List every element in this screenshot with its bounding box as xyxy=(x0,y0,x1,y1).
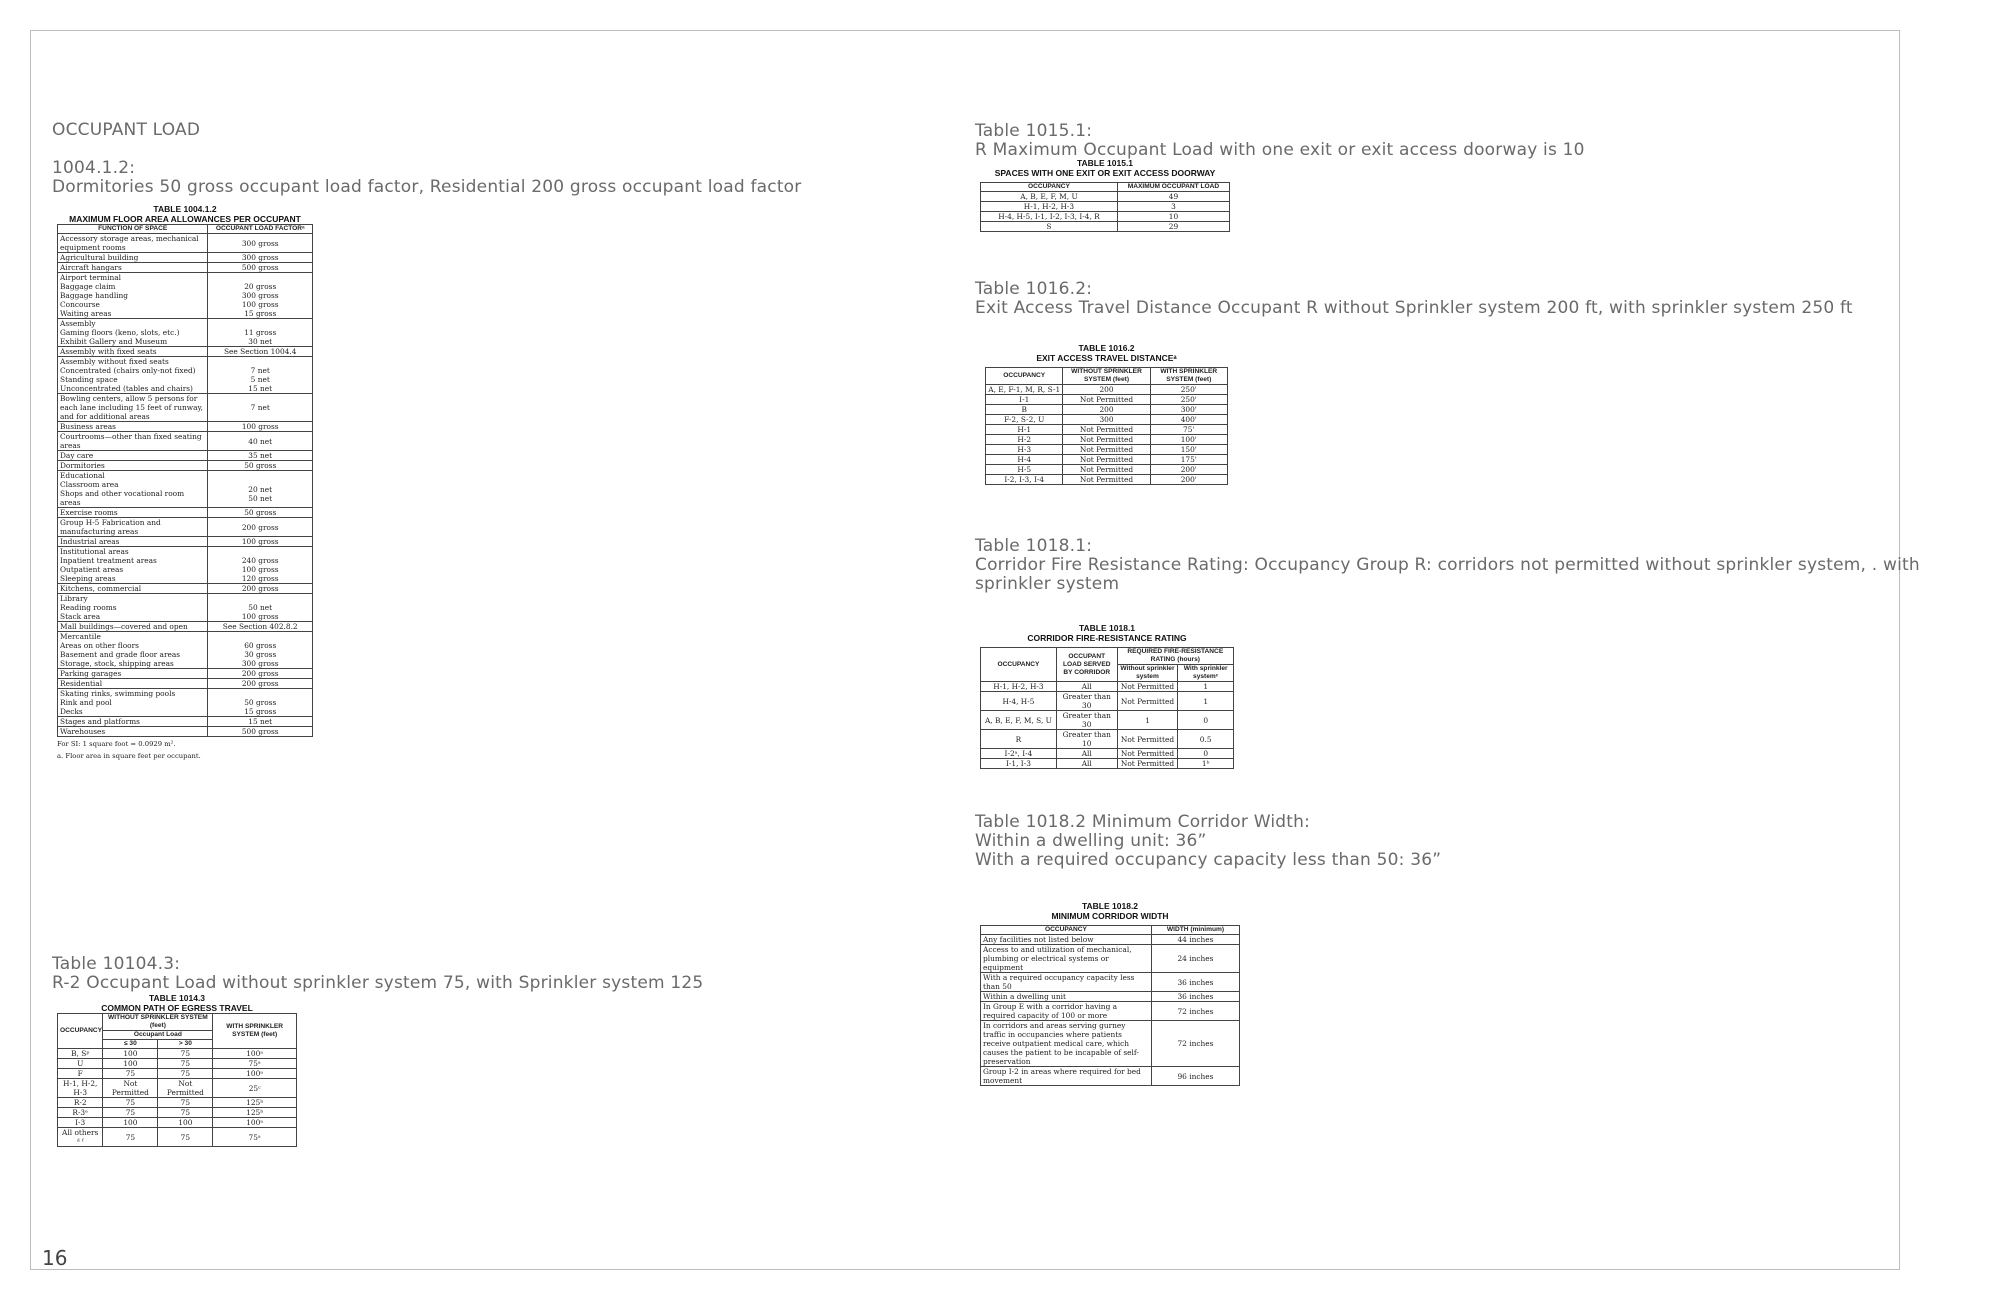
section-label: Table 1018.2 Minimum Corridor Width: xyxy=(975,812,1311,832)
table-cell: Not Permitted xyxy=(1063,455,1150,465)
table-cell: R-2 xyxy=(58,1098,103,1108)
table-cell: Not Permitted xyxy=(158,1079,213,1098)
column-header: WITH SPRINKLER SYSTEM (feet) xyxy=(1150,368,1227,385)
table-cell: In Group E with a corridor having a required capacity of 100 or more xyxy=(981,1002,1152,1021)
table-row xyxy=(58,394,313,422)
column-header: Occupant Load xyxy=(103,1031,213,1040)
table-cell: H-4 xyxy=(986,455,1063,465)
column-header: OCCUPANCY xyxy=(986,368,1063,385)
table-cell: Kitchens, commercial xyxy=(58,584,208,594)
table-cell: 200 gross xyxy=(208,679,313,689)
table-cell: 96 inches xyxy=(1151,1067,1239,1086)
table-row xyxy=(981,192,1230,202)
table-cell: 100 xyxy=(158,1118,213,1128)
table-row xyxy=(981,730,1234,749)
table-cell: Greater than 30 xyxy=(1056,711,1117,730)
table-cell: 50 gross xyxy=(208,508,313,518)
table-cell: 75 xyxy=(103,1128,158,1147)
table-cell: H-5 xyxy=(986,465,1063,475)
right-section-1018-2 xyxy=(975,813,1441,870)
table-cell: 7 net 5 net 15 net xyxy=(208,357,313,394)
table-cell: 72 inches xyxy=(1151,1002,1239,1021)
table-grid xyxy=(57,1013,297,1147)
section-text: sprinkler system xyxy=(975,574,1120,594)
table-title: TABLE 1014.3 xyxy=(148,993,206,1003)
table-1016-2 xyxy=(985,343,1228,485)
table-cell: Exercise rooms xyxy=(58,508,208,518)
table-cell: 50 gross xyxy=(208,461,313,471)
table-cell: 75 xyxy=(103,1108,158,1118)
table-row xyxy=(986,415,1228,425)
table-cell: 29 xyxy=(1117,222,1229,232)
table-cell: 50 gross 15 gross xyxy=(208,689,313,717)
table-cell: 15 net xyxy=(208,717,313,727)
section-text: Exit Access Travel Distance Occupant R without Sprinkler system 200 ft, with sprinkler system 250 ft xyxy=(975,298,1853,318)
table-cell: 3 xyxy=(1117,202,1229,212)
table-cell: 75' xyxy=(1150,425,1227,435)
table-cell: 0 xyxy=(1178,711,1234,730)
table-1004-1-2 xyxy=(57,204,313,761)
table-row xyxy=(58,319,313,347)
table-cell: 75ᵃ xyxy=(213,1059,297,1069)
table-cell: 100ᵃ xyxy=(213,1049,297,1059)
table-title: TABLE 1016.2 xyxy=(1078,343,1135,353)
left-section-1004 xyxy=(52,159,801,197)
table-cell: 20 net 50 net xyxy=(208,471,313,508)
table-cell: H-1 xyxy=(986,425,1063,435)
left-text-block xyxy=(52,121,200,140)
table-subtitle: COMMON PATH OF EGRESS TRAVEL xyxy=(101,1003,253,1013)
table-cell: R xyxy=(981,730,1057,749)
table-cell: Greater than 10 xyxy=(1056,730,1117,749)
table-cell: 200' xyxy=(1150,475,1227,485)
table-footnote: For SI: 1 square foot = 0.0929 m². xyxy=(57,740,176,748)
table-cell: H-2 xyxy=(986,435,1063,445)
section-label: 1004.1.2: xyxy=(52,158,136,178)
table-cell: 75 xyxy=(103,1098,158,1108)
table-title: TABLE 1018.1 xyxy=(1078,623,1136,633)
table-cell: I-2ᵃ, I-4 xyxy=(981,749,1057,759)
table-cell: Within a dwelling unit xyxy=(981,992,1152,1002)
table-row xyxy=(986,445,1228,455)
section-heading: OCCUPANT LOAD xyxy=(52,120,201,140)
table-cell: 40 net xyxy=(208,432,313,451)
right-section-1016 xyxy=(975,280,1853,318)
table-row xyxy=(986,465,1228,475)
table-cell: F-2, S-2, U xyxy=(986,415,1063,425)
table-cell: B xyxy=(986,405,1063,415)
section-text: Within a dwelling unit: 36” xyxy=(975,831,1207,851)
table-1018-2 xyxy=(980,901,1240,1086)
table-row xyxy=(58,632,313,669)
table-cell: 75 xyxy=(158,1098,213,1108)
table-cell: A, E, F-1, M, R, S-1 xyxy=(986,385,1063,395)
table-cell: 1ᵇ xyxy=(1178,759,1234,769)
table-cell: 125ᵇ xyxy=(213,1098,297,1108)
table-row xyxy=(58,518,313,537)
table-cell: 75 xyxy=(158,1128,213,1147)
column-header: With sprinkler systemᶜ xyxy=(1178,665,1234,682)
table-subtitle: EXIT ACCESS TRAVEL DISTANCEᵃ xyxy=(1036,353,1177,363)
table-row xyxy=(58,263,313,273)
table-cell: 200 gross xyxy=(208,669,313,679)
table-row xyxy=(981,759,1234,769)
table-cell: Warehouses xyxy=(58,727,208,737)
table-cell: 300 gross xyxy=(208,234,313,253)
table-cell: Not Permitted xyxy=(1063,425,1150,435)
table-cell: Not Permitted xyxy=(103,1079,158,1098)
table-cell: Assembly with fixed seats xyxy=(58,347,208,357)
table-cell: Group I-2 in areas where required for bed movement xyxy=(981,1067,1152,1086)
table-row xyxy=(58,584,313,594)
table-row xyxy=(981,973,1240,992)
table-cell: Not Permitted xyxy=(1063,395,1150,405)
table-row xyxy=(981,992,1240,1002)
table-row xyxy=(58,1118,297,1128)
section-text: R Maximum Occupant Load with one exit or exit access doorway is 10 xyxy=(975,140,1585,160)
table-cell: H-1, H-2, H-3 xyxy=(58,1079,103,1098)
table-cell: 240 gross 100 gross 120 gross xyxy=(208,547,313,584)
section-text: R-2 Occupant Load without sprinkler system 75, with Sprinkler system 125 xyxy=(52,973,704,993)
table-cell: 11 gross 30 net xyxy=(208,319,313,347)
table-cell: 20 gross 300 gross 100 gross 15 gross xyxy=(208,273,313,319)
table-grid xyxy=(57,224,313,737)
table-cell: R-3ᵉ xyxy=(58,1108,103,1118)
table-cell: Not Permitted xyxy=(1117,682,1178,692)
section-text: Corridor Fire Resistance Rating: Occupancy Group R: corridors not permitted without sprinkler system, . with xyxy=(975,555,1920,575)
table-cell: A, B, E, F, M, U xyxy=(981,192,1118,202)
table-cell: 75 xyxy=(158,1059,213,1069)
table-cell: Not Permitted xyxy=(1063,435,1150,445)
table-cell: Any facilities not listed below xyxy=(981,935,1152,945)
table-cell: 500 gross xyxy=(208,263,313,273)
table-row xyxy=(981,749,1234,759)
table-row xyxy=(58,717,313,727)
table-grid xyxy=(980,925,1240,1086)
table-cell: 200 xyxy=(1063,385,1150,395)
section-text: With a required occupancy capacity less than 50: 36” xyxy=(975,850,1442,870)
table-row xyxy=(58,1098,297,1108)
table-cell: All xyxy=(1056,759,1117,769)
table-cell: 75 xyxy=(103,1069,158,1079)
table-row xyxy=(58,273,313,319)
column-header: OCCUPANCY xyxy=(58,1014,103,1049)
table-cell: I-3 xyxy=(58,1118,103,1128)
column-header: MAXIMUM OCCUPANT LOAD xyxy=(1117,183,1229,192)
table-cell: 400' xyxy=(1150,415,1227,425)
table-subtitle: MINIMUM CORRIDOR WIDTH xyxy=(1051,911,1169,921)
table-cell: Industrial areas xyxy=(58,537,208,547)
table-cell: Not Permitted xyxy=(1117,692,1178,711)
section-label: Table 1016.2: xyxy=(975,279,1093,299)
table-row xyxy=(986,395,1228,405)
right-section-1018-1 xyxy=(975,537,1920,594)
table-row xyxy=(58,547,313,584)
table-cell: H-1, H-2, H-3 xyxy=(981,682,1057,692)
table-row xyxy=(58,1069,297,1079)
table-cell: 50 net 100 gross xyxy=(208,594,313,622)
table-cell: 72 inches xyxy=(1151,1021,1239,1067)
table-cell: 1 xyxy=(1117,711,1178,730)
table-cell: 200 gross xyxy=(208,584,313,594)
table-cell: 1 xyxy=(1178,682,1234,692)
table-row xyxy=(58,1049,297,1059)
table-cell: 200 gross xyxy=(208,518,313,537)
table-cell: 100 xyxy=(103,1049,158,1059)
table-row xyxy=(981,682,1234,692)
table-row xyxy=(58,432,313,451)
table-cell: 36 inches xyxy=(1151,992,1239,1002)
table-cell: 125ᵇ xyxy=(213,1108,297,1118)
table-row xyxy=(58,594,313,622)
table-cell: Assembly without fixed seats Concentrated (chairs only-not fixed) Standing space Unconcentrated (tables and chairs) xyxy=(58,357,208,394)
table-cell: All xyxy=(1056,682,1117,692)
table-row xyxy=(58,461,313,471)
column-header: OCCUPANCY xyxy=(981,648,1057,682)
table-subtitle: CORRIDOR FIRE-RESISTANCE RATING xyxy=(1027,633,1187,643)
column-header: WITHOUT SPRINKLER SYSTEM (feet) xyxy=(103,1014,213,1031)
table-cell: Not Permitted xyxy=(1063,475,1150,485)
table-1014-3 xyxy=(57,993,297,1147)
table-row xyxy=(58,689,313,717)
table-cell: Educational Classroom area Shops and other vocational room areas xyxy=(58,471,208,508)
table-cell: 100 xyxy=(103,1059,158,1069)
column-header: FUNCTION OF SPACE xyxy=(58,225,208,234)
table-cell: All others ᵈ ᶠ xyxy=(58,1128,103,1147)
left-section-1014 xyxy=(52,955,703,993)
table-cell: Dormitories xyxy=(58,461,208,471)
table-cell: 36 inches xyxy=(1151,973,1239,992)
table-row xyxy=(58,679,313,689)
table-row xyxy=(981,692,1234,711)
table-cell: 200' xyxy=(1150,465,1227,475)
table-cell: Not Permitted xyxy=(1117,749,1178,759)
table-row xyxy=(981,935,1240,945)
table-cell: F xyxy=(58,1069,103,1079)
table-row xyxy=(58,234,313,253)
table-row xyxy=(58,253,313,263)
table-row xyxy=(981,1002,1240,1021)
table-cell: 7 net xyxy=(208,394,313,422)
table-cell: Mercantile Areas on other floors Basement and grade floor areas Storage, stock, shipping areas xyxy=(58,632,208,669)
table-title: TABLE 1015.1 xyxy=(1076,158,1134,168)
table-cell: 44 inches xyxy=(1151,935,1239,945)
table-row xyxy=(981,222,1230,232)
column-header: OCCUPANT LOAD FACTORᵃ xyxy=(208,225,313,234)
table-cell: 300' xyxy=(1150,405,1227,415)
table-cell: 100' xyxy=(1150,435,1227,445)
table-grid xyxy=(980,647,1234,769)
table-row xyxy=(986,425,1228,435)
table-cell: All xyxy=(1056,749,1117,759)
table-cell: 100 gross xyxy=(208,422,313,432)
table-row xyxy=(986,475,1228,485)
table-row xyxy=(986,385,1228,395)
table-row xyxy=(986,405,1228,415)
column-header: OCCUPANCY xyxy=(981,926,1152,935)
table-row xyxy=(58,1108,297,1118)
column-header: > 30 xyxy=(158,1040,213,1049)
table-row xyxy=(58,669,313,679)
table-cell: 300 gross xyxy=(208,253,313,263)
column-header: WITHOUT SPRINKLER SYSTEM (feet) xyxy=(1063,368,1150,385)
table-cell: 100ᵃ xyxy=(213,1118,297,1128)
table-cell: 0 xyxy=(1178,749,1234,759)
table-cell: See Section 402.8.2 xyxy=(208,622,313,632)
table-cell: Courtrooms—other than fixed seating areas xyxy=(58,432,208,451)
table-row xyxy=(58,508,313,518)
column-header: Without sprinkler system xyxy=(1117,665,1178,682)
table-cell: H-4, H-5 xyxy=(981,692,1057,711)
table-row xyxy=(58,537,313,547)
column-header: REQUIRED FIRE-RESISTANCE RATING (hours) xyxy=(1117,648,1233,665)
section-label: Table 10104.3: xyxy=(52,954,181,974)
table-cell: Accessory storage areas, mechanical equipment rooms xyxy=(58,234,208,253)
table-cell: I-1, I-3 xyxy=(981,759,1057,769)
table-cell: Not Permitted xyxy=(1117,730,1178,749)
column-header: WITH SPRINKLER SYSTEM (feet) xyxy=(213,1014,297,1049)
column-header: OCCUPANCY xyxy=(981,183,1118,192)
table-subtitle: SPACES WITH ONE EXIT OR EXIT ACCESS DOORWAY xyxy=(994,168,1216,178)
column-header: WIDTH (minimum) xyxy=(1151,926,1239,935)
table-cell: 25ᶜ xyxy=(213,1079,297,1098)
table-row xyxy=(58,727,313,737)
table-cell: H-3 xyxy=(986,445,1063,455)
table-row xyxy=(58,451,313,461)
table-row xyxy=(58,1059,297,1069)
table-cell: 1 xyxy=(1178,692,1234,711)
table-cell: Mall buildings—covered and open xyxy=(58,622,208,632)
column-header: ≤ 30 xyxy=(103,1040,158,1049)
table-row xyxy=(58,347,313,357)
table-cell: Skating rinks, swimming pools Rink and pool Decks xyxy=(58,689,208,717)
table-row xyxy=(981,945,1240,973)
section-label: Table 1015.1: xyxy=(975,121,1093,141)
table-grid xyxy=(985,367,1228,485)
table-cell: 150' xyxy=(1150,445,1227,455)
table-cell: Residential xyxy=(58,679,208,689)
table-cell: Stages and platforms xyxy=(58,717,208,727)
table-cell: 75 xyxy=(158,1108,213,1118)
table-cell: Access to and utilization of mechanical, plumbing or electrical systems or equipment xyxy=(981,945,1152,973)
table-cell: Bowling centers, allow 5 persons for each lane including 15 feet of runway, and for additional areas xyxy=(58,394,208,422)
table-cell: U xyxy=(58,1059,103,1069)
table-1018-1 xyxy=(980,623,1234,769)
table-row xyxy=(58,622,313,632)
table-subtitle: MAXIMUM FLOOR AREA ALLOWANCES PER OCCUPANT xyxy=(69,214,301,224)
table-cell: Not Permitted xyxy=(1063,445,1150,455)
table-row xyxy=(58,1079,297,1098)
table-cell: Group H-5 Fabrication and manufacturing areas xyxy=(58,518,208,537)
page-number: 16 xyxy=(42,1246,68,1270)
table-cell: 75 xyxy=(158,1049,213,1059)
table-cell: B, Sᵖ xyxy=(58,1049,103,1059)
table-cell: 75ᵃ xyxy=(213,1128,297,1147)
table-footnote: a. Floor area in square feet per occupant. xyxy=(57,752,201,760)
table-cell: Not Permitted xyxy=(1117,759,1178,769)
table-cell: Airport terminal Baggage claim Baggage handling Concourse Waiting areas xyxy=(58,273,208,319)
table-cell: Assembly Gaming floors (keno, slots, etc.) Exhibit Gallery and Museum xyxy=(58,319,208,347)
table-cell: 250' xyxy=(1150,385,1227,395)
table-cell: A, B, E, F, M, S, U xyxy=(981,711,1057,730)
table-row xyxy=(986,455,1228,465)
table-cell: 100ᵃ xyxy=(213,1069,297,1079)
table-cell: 250' xyxy=(1150,395,1227,405)
table-cell: I-2, I-3, I-4 xyxy=(986,475,1063,485)
table-cell: 0.5 xyxy=(1178,730,1234,749)
table-row xyxy=(986,435,1228,445)
table-cell: 75 xyxy=(158,1069,213,1079)
table-cell: 35 net xyxy=(208,451,313,461)
table-cell: H-1, H-2, H-3 xyxy=(981,202,1118,212)
table-cell: Day care xyxy=(58,451,208,461)
section-text: Dormitories 50 gross occupant load factor, Residential 200 gross occupant load factor xyxy=(52,177,802,197)
table-cell: With a required occupancy capacity less than 50 xyxy=(981,973,1152,992)
table-cell: Library Reading rooms Stack area xyxy=(58,594,208,622)
table-cell: 500 gross xyxy=(208,727,313,737)
column-header: OCCUPANT LOAD SERVED BY CORRIDOR xyxy=(1056,648,1117,682)
table-cell: See Section 1004.4 xyxy=(208,347,313,357)
table-cell: 175' xyxy=(1150,455,1227,465)
table-cell: 10 xyxy=(1117,212,1229,222)
table-cell: 60 gross 30 gross 300 gross xyxy=(208,632,313,669)
table-cell: Greater than 30 xyxy=(1056,692,1117,711)
table-cell: 100 xyxy=(103,1118,158,1128)
table-title: TABLE 1018.2 xyxy=(1081,901,1139,911)
table-row xyxy=(58,1128,297,1147)
table-row xyxy=(981,711,1234,730)
table-grid xyxy=(980,182,1230,232)
section-label: Table 1018.1: xyxy=(975,536,1093,556)
table-cell: Business areas xyxy=(58,422,208,432)
table-cell: 24 inches xyxy=(1151,945,1239,973)
table-row xyxy=(981,202,1230,212)
table-cell: Aircraft hangars xyxy=(58,263,208,273)
table-cell: S xyxy=(981,222,1118,232)
table-cell: 100 gross xyxy=(208,537,313,547)
table-cell: 200 xyxy=(1063,405,1150,415)
right-section-1015 xyxy=(975,122,1585,160)
table-cell: H-4, H-5, I-1, I-2, I-3, I-4, R xyxy=(981,212,1118,222)
table-row xyxy=(58,471,313,508)
table-title: TABLE 1004.1.2 xyxy=(153,204,217,214)
table-cell: Institutional areas Inpatient treatment areas Outpatient areas Sleeping areas xyxy=(58,547,208,584)
table-cell: 300 xyxy=(1063,415,1150,425)
table-row xyxy=(58,422,313,432)
table-cell: I-1 xyxy=(986,395,1063,405)
table-row xyxy=(981,212,1230,222)
table-cell: Not Permitted xyxy=(1063,465,1150,475)
table-cell: Parking garages xyxy=(58,669,208,679)
table-cell: Agricultural building xyxy=(58,253,208,263)
table-cell: 49 xyxy=(1117,192,1229,202)
table-1015-1 xyxy=(980,158,1230,232)
table-cell: In corridors and areas serving gurney traffic in occupancies where patients receive outpatient medical care, which causes the patient to be incapable of self-preservation xyxy=(981,1021,1152,1067)
table-row xyxy=(981,1067,1240,1086)
table-row xyxy=(58,357,313,394)
table-row xyxy=(981,1021,1240,1067)
